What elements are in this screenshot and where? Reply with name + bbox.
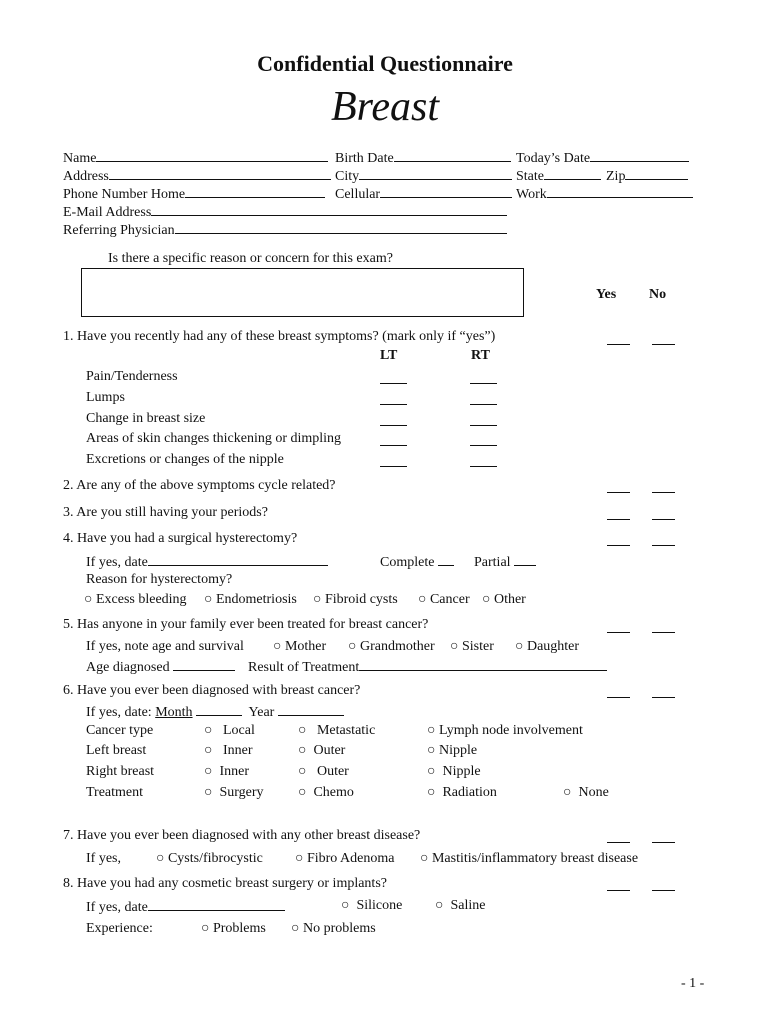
option-label: No problems [302, 921, 376, 936]
radio-circle-icon[interactable]: ○ [418, 592, 427, 607]
concern-prompt: Is there a specific reason or concern for this exam? [108, 251, 393, 266]
option-label: Inner [222, 743, 253, 758]
lt-column-header: LT [380, 348, 398, 363]
symptom-label: Change in breast size [86, 411, 206, 426]
q5-option[interactable] [273, 639, 326, 655]
radio-circle-icon[interactable]: ○ [427, 785, 436, 800]
q6-option[interactable] [204, 785, 264, 801]
lt-blank[interactable] [380, 425, 407, 426]
q6-option[interactable] [204, 764, 249, 780]
option-label: Grandmother [359, 639, 435, 654]
symptom-label: Pain/Tenderness [86, 369, 178, 384]
option-label: Nipple [438, 743, 478, 758]
name-field[interactable] [63, 149, 328, 167]
radio-circle-icon[interactable]: ○ [204, 764, 213, 779]
result-of-treatment-field[interactable] [248, 658, 607, 676]
q6-yes-blank[interactable] [607, 697, 630, 698]
q1-no-blank[interactable] [652, 344, 675, 345]
radio-circle-icon[interactable]: ○ [515, 639, 524, 654]
todays-date-field[interactable] [516, 149, 689, 167]
state-field[interactable] [516, 167, 601, 185]
state-label: State [516, 169, 544, 184]
q6-option[interactable] [427, 764, 481, 780]
q6-no-blank[interactable] [652, 697, 675, 698]
option-label: Nipple [442, 764, 481, 779]
option-label: Mother [284, 639, 327, 654]
q4-date-field[interactable] [86, 553, 328, 571]
zip-field[interactable] [606, 167, 688, 185]
option-label: Inner [219, 764, 250, 779]
question-4: 4. Have you had a surgical hysterectomy? [63, 531, 298, 546]
result-label: Result of Treatment [248, 660, 360, 675]
q6-option[interactable] [204, 723, 255, 739]
q4-option[interactable] [313, 592, 398, 608]
q4-option[interactable] [84, 592, 187, 608]
work-field[interactable] [516, 185, 693, 203]
lt-blank[interactable] [380, 404, 407, 405]
option-label: Daughter [526, 639, 580, 654]
q4-option[interactable] [204, 592, 297, 608]
option-label: Local [222, 723, 255, 738]
q4-no-blank[interactable] [652, 545, 675, 546]
lt-blank[interactable] [380, 466, 407, 467]
q8-date-label: If yes, date [86, 900, 148, 915]
q4-date-label: If yes, date [86, 555, 148, 570]
q7-label: If yes, [86, 851, 121, 866]
radio-circle-icon[interactable]: ○ [420, 851, 429, 866]
experience-option[interactable] [291, 921, 376, 937]
q6-date-label: If yes, date: [86, 705, 152, 720]
q8-yes-blank[interactable] [607, 890, 630, 891]
referring-label: Referring Physician [63, 223, 175, 238]
option-label: Excess bleeding [95, 592, 187, 607]
year-label: Year [248, 705, 275, 720]
option-label: Radiation [442, 785, 497, 800]
symptom-label: Lumps [86, 390, 125, 405]
q7-option[interactable] [295, 851, 394, 867]
q3-no-blank[interactable] [652, 519, 675, 520]
lt-blank[interactable] [380, 383, 407, 384]
question-3: 3. Are you still having your periods? [63, 505, 268, 520]
month-label: Month [155, 705, 193, 720]
radio-circle-icon[interactable]: ○ [291, 921, 300, 936]
city-field[interactable] [335, 167, 512, 185]
option-label: Surgery [219, 785, 264, 800]
q6-row-label: Left breast [86, 743, 147, 758]
phone-home-field[interactable] [63, 185, 325, 203]
experience-option[interactable] [201, 921, 266, 937]
question-6: 6. Have you ever been diagnosed with breast cancer? [63, 683, 361, 698]
q5-yes-blank[interactable] [607, 632, 630, 633]
q6-option[interactable] [427, 723, 583, 739]
radio-circle-icon[interactable]: ○ [204, 743, 213, 758]
q6-row-label: Treatment [86, 785, 144, 800]
age-diagnosed-field[interactable] [86, 658, 235, 676]
option-label: Metastatic [316, 723, 376, 738]
radio-circle-icon[interactable]: ○ [435, 898, 444, 913]
radio-circle-icon[interactable]: ○ [156, 851, 165, 866]
q7-option[interactable] [420, 851, 638, 867]
option-label: Saline [450, 898, 486, 913]
q7-option[interactable] [156, 851, 263, 867]
option-label: Sister [461, 639, 494, 654]
option-label: Outer [316, 764, 349, 779]
q2-yes-blank[interactable] [607, 492, 630, 493]
phone-home-label: Phone Number Home [63, 187, 186, 202]
q5-option[interactable] [348, 639, 435, 655]
q6-date-field[interactable] [86, 703, 344, 721]
q4-option[interactable] [418, 592, 470, 608]
q5-option[interactable] [515, 639, 579, 655]
q5-note: If yes, note age and survival [86, 639, 244, 654]
option-label: Mastitis/inflammatory breast disease [431, 851, 639, 866]
radio-circle-icon[interactable]: ○ [204, 723, 213, 738]
q6-option[interactable] [204, 743, 253, 759]
q8-option[interactable] [435, 898, 485, 914]
no-column-header: No [649, 287, 667, 302]
email-label: E-Mail Address [63, 205, 152, 220]
question-1: 1. Have you recently had any of these breast symptoms? (mark only if “yes”) [63, 329, 496, 344]
symptom-label: Excretions or changes of the nipple [86, 452, 284, 467]
q5-no-blank[interactable] [652, 632, 675, 633]
rt-column-header: RT [471, 348, 490, 363]
radio-circle-icon[interactable]: ○ [201, 921, 210, 936]
q8-no-blank[interactable] [652, 890, 675, 891]
radio-circle-icon[interactable]: ○ [450, 639, 459, 654]
radio-circle-icon[interactable]: ○ [341, 898, 350, 913]
option-label: Lymph node involvement [438, 723, 583, 738]
address-label: Address [63, 169, 109, 184]
form-subtitle: Breast [330, 84, 440, 130]
option-label: Cancer [429, 592, 470, 607]
option-label: Outer [313, 743, 346, 758]
q6-row-label: Right breast [86, 764, 155, 779]
q8-option[interactable] [341, 898, 402, 914]
rt-blank[interactable] [470, 425, 497, 426]
complete-field[interactable] [380, 553, 454, 571]
email-field[interactable] [63, 203, 507, 221]
birth-date-field[interactable] [335, 149, 511, 167]
q5-option[interactable] [450, 639, 494, 655]
radio-circle-icon[interactable]: ○ [273, 639, 282, 654]
work-label: Work [516, 187, 547, 202]
rt-blank[interactable] [470, 383, 497, 384]
option-label: Fibroid cysts [324, 592, 398, 607]
q4-option[interactable] [482, 592, 526, 608]
birth-date-label: Birth Date [335, 151, 394, 166]
complete-label: Complete [380, 555, 435, 570]
cellular-field[interactable] [335, 185, 512, 203]
q6-option[interactable] [298, 743, 345, 759]
partial-field[interactable] [474, 553, 536, 571]
radio-circle-icon[interactable]: ○ [482, 592, 491, 607]
rt-blank[interactable] [470, 466, 497, 467]
radio-circle-icon[interactable]: ○ [563, 785, 572, 800]
cellular-label: Cellular [335, 187, 381, 202]
rt-blank[interactable] [470, 445, 497, 446]
question-7: 7. Have you ever been diagnosed with any other breast disease? [63, 828, 421, 843]
radio-circle-icon[interactable]: ○ [298, 743, 307, 758]
q7-yes-blank[interactable] [607, 842, 630, 843]
option-label: None [578, 785, 609, 800]
option-label: Other [493, 592, 526, 607]
q6-option[interactable] [298, 785, 354, 801]
radio-circle-icon[interactable]: ○ [295, 851, 304, 866]
radio-circle-icon[interactable]: ○ [348, 639, 357, 654]
lt-blank[interactable] [380, 445, 407, 446]
rt-blank[interactable] [470, 404, 497, 405]
q6-option[interactable] [427, 743, 477, 759]
q6-row-label: Cancer type [86, 723, 154, 738]
experience-label: Experience: [86, 921, 153, 936]
city-label: City [335, 169, 360, 184]
option-label: Problems [212, 921, 266, 936]
option-label: Chemo [313, 785, 354, 800]
concern-textbox[interactable] [81, 268, 524, 317]
option-label: Fibro Adenoma [306, 851, 395, 866]
q6-option[interactable] [298, 723, 375, 739]
partial-label: Partial [474, 555, 511, 570]
radio-circle-icon[interactable]: ○ [427, 743, 436, 758]
question-5: 5. Has anyone in your family ever been treated for breast cancer? [63, 617, 429, 632]
option-label: Cysts/fibrocystic [167, 851, 263, 866]
q6-option[interactable] [298, 764, 349, 780]
page-number: - 1 - [681, 976, 705, 991]
q8-date-field[interactable] [86, 898, 285, 916]
zip-label: Zip [606, 169, 626, 184]
q2-no-blank[interactable] [652, 492, 675, 493]
q4-yes-blank[interactable] [607, 545, 630, 546]
question-8: 8. Have you had any cosmetic breast surgery or implants? [63, 876, 387, 891]
radio-circle-icon[interactable]: ○ [298, 785, 307, 800]
option-label: Silicone [356, 898, 403, 913]
referring-physician-field[interactable] [63, 221, 507, 239]
hysterectomy-reason-label: Reason for hysterectomy? [86, 572, 233, 587]
address-field[interactable] [63, 167, 331, 185]
q1-yes-blank[interactable] [607, 344, 630, 345]
radio-circle-icon[interactable]: ○ [298, 723, 307, 738]
radio-circle-icon[interactable]: ○ [204, 592, 213, 607]
symptom-label: Areas of skin changes thickening or dimpling [86, 431, 342, 446]
q3-yes-blank[interactable] [607, 519, 630, 520]
form-title: Confidential Questionnaire [257, 51, 513, 76]
radio-circle-icon[interactable]: ○ [204, 785, 213, 800]
question-2: 2. Are any of the above symptoms cycle related? [63, 478, 336, 493]
radio-circle-icon[interactable]: ○ [427, 764, 436, 779]
yes-column-header: Yes [596, 287, 617, 302]
radio-circle-icon[interactable]: ○ [313, 592, 322, 607]
q6-option[interactable] [563, 785, 609, 801]
radio-circle-icon[interactable]: ○ [427, 723, 436, 738]
q7-no-blank[interactable] [652, 842, 675, 843]
radio-circle-icon[interactable]: ○ [84, 592, 93, 607]
todays-date-label: Today’s Date [516, 151, 591, 166]
age-diagnosed-label: Age diagnosed [86, 660, 170, 675]
option-label: Endometriosis [215, 592, 297, 607]
q6-option[interactable] [427, 785, 497, 801]
name-label: Name [63, 151, 97, 166]
radio-circle-icon[interactable]: ○ [298, 764, 307, 779]
